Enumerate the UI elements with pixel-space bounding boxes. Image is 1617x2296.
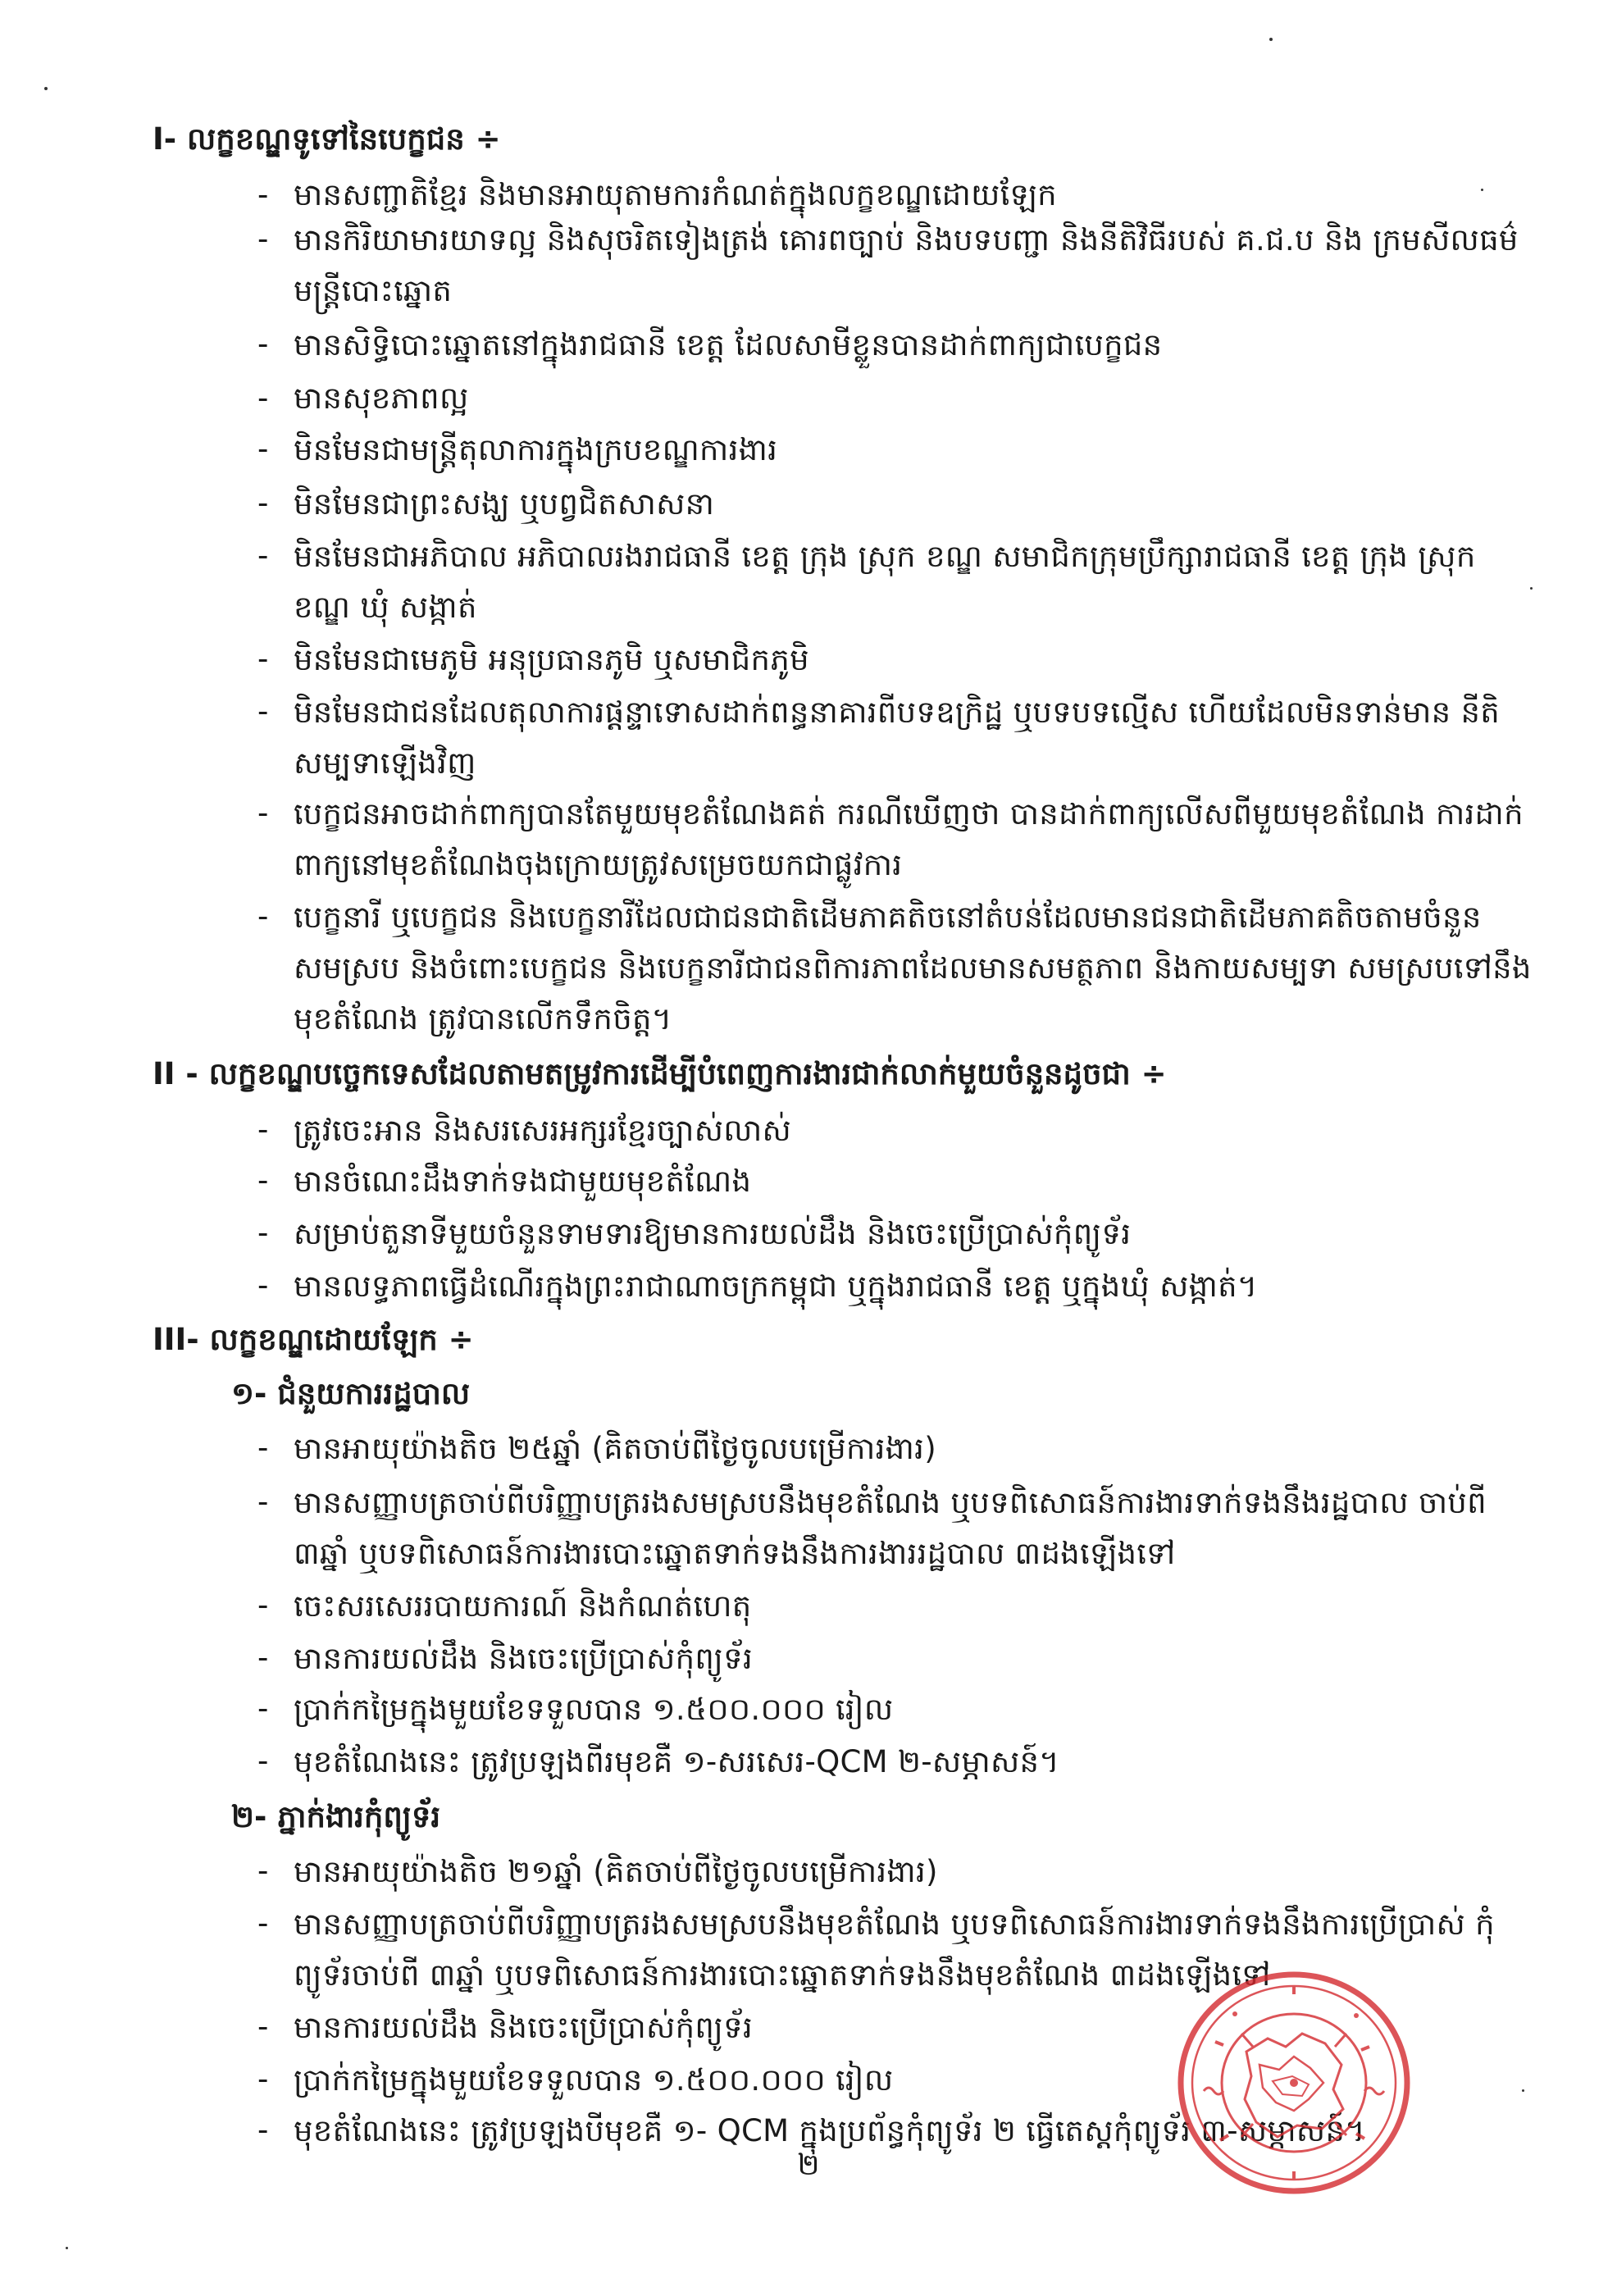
- section-2-item-1: ត្រូវចេះអាន និងសរសេរអក្សរខ្មែរច្បាស់លាស់: [294, 1113, 792, 1148]
- bullet-dash: -: [257, 1163, 269, 1198]
- scan-speck: [1522, 2089, 1524, 2092]
- subsection-1-item-5: ប្រាក់កម្រៃក្នុងមួយខែទទួលបាន ១.៥០០.០០០ រៀល: [294, 1692, 894, 1727]
- bullet-dash: -: [257, 899, 269, 934]
- subsection-1-item-2: មានសញ្ញាបត្រចាប់ពីបរិញ្ញាបត្ររងសមស្របនឹងមុខតំណែង ឬបទពិសោធន៍ការងារទាក់ទងនឹងរដ្ឋបាល ចាប់ពី ៣ឆ្នាំ ឬបទពិសោធន៍ការងារបោះឆ្នោតទាក់ទងនឹងការងាររដ្ឋបាល ៣ដងឡើងទៅ: [294, 1485, 1487, 1571]
- bullet-dash: -: [257, 1906, 269, 1941]
- bullet-dash: -: [257, 641, 269, 676]
- subsection-1-item-6: មុខតំណែងនេះ ត្រូវប្រឡងពីរមុខគឺ ១-សរសេរ-QCM ២-សម្ភាសន៍។: [294, 1744, 1059, 1779]
- bullet-dash: -: [257, 1853, 269, 1888]
- scan-speck: [1269, 38, 1273, 41]
- bullet-dash: -: [257, 1588, 269, 1623]
- scan-speck: [1530, 587, 1533, 590]
- bullet-dash: -: [257, 1215, 269, 1250]
- subsection-2-heading: ២- ភ្នាក់ងារកុំព្យូទ័រ: [231, 1799, 441, 1834]
- bullet-dash: -: [257, 694, 269, 729]
- section-1-item-5: មិនមែនជាមន្ត្រីតុលាការក្នុងក្របខណ្ឌការងារ: [294, 432, 778, 467]
- bullet-dash: -: [257, 221, 269, 257]
- bullet-dash: -: [257, 1112, 269, 1147]
- bullet-dash: -: [257, 1691, 269, 1726]
- section-1-item-2: មានកិរិយាមារយាទល្អ និងសុចរិតទៀងត្រង់ គោរពច្បាប់ និងបទបញ្ជា និងនីតិវិធីរបស់ គ.ជ.ប និង ក្រមសីលធម៌មន្ត្រីបោះឆ្នោត: [294, 222, 1519, 308]
- bullet-dash: -: [257, 177, 269, 212]
- section-1-item-1: មានសញ្ជាតិខ្មែរ និងមានអាយុតាមការកំណត់ក្នុងលក្ខខណ្ឌដោយឡែក: [294, 177, 1057, 212]
- scan-speck: [44, 87, 48, 90]
- section-1-item-3: មានសិទ្ធិបោះឆ្នោតនៅក្នុងរាជធានី ខេត្ត ដែលសាមីខ្លួនបានដាក់ពាក្យជាបេក្ខជន: [294, 327, 1163, 362]
- section-2-heading: II - លក្ខខណ្ឌបច្ចេកទេសដែលតាមតម្រូវការដើម្បីបំពេញការងារជាក់លាក់មួយចំនួនដូចជា ÷: [153, 1056, 1167, 1091]
- section-1-item-7: មិនមែនជាអភិបាល អភិបាលរងរាជធានី ខេត្ត ក្រុង ស្រុក ខណ្ឌ សមាជិកក្រុមប្រឹក្សារាជធានី ខេត្ត ក្រុង ស្រុក ខណ្ឌ ឃុំ សង្កាត់: [294, 539, 1476, 625]
- section-1-item-11: បេក្ខនារី ឬបេក្ខជន និងបេក្ខនារីដែលជាជនជាតិដើមភាគតិចនៅតំបន់ដែលមានជនជាតិដើមភាគតិចតាមចំនួន សមស្រប និងចំពោះបេក្ខជន និងបេក្ខនារីជាជនពិការភាពដែលមានសមត្ថភាព និងកាយសម្បទា សមស្របទៅនឹងមុខតំណែង ត្រូវបានលើកទឹកចិត្ត។: [294, 900, 1532, 1036]
- section-2-item-4: មានលទ្ធភាពធ្វើដំណើរក្នុងព្រះរាជាណាចក្រកម្ពុជា ឬក្នុងរាជធានី ខេត្ត ឬក្នុងឃុំ សង្កាត់។: [294, 1269, 1258, 1304]
- bullet-dash: -: [257, 1743, 269, 1779]
- bullet-dash: -: [257, 795, 269, 831]
- subsection-2-item-1: មានអាយុយ៉ាងតិច ២១ឆ្នាំ (គិតចាប់ពីថ្ងៃចូលបម្រើការងារ): [294, 1854, 938, 1889]
- section-1-item-8: មិនមែនជាមេភូមិ អនុប្រធានភូមិ ឬសមាជិកភូមិ: [294, 642, 809, 677]
- subsection-2-item-3: មានការយល់ដឹង និងចេះប្រើប្រាស់កុំព្យូទ័រ: [294, 2010, 753, 2045]
- section-1-item-6: មិនមែនជាព្រះសង្ឃ ឬបព្វជិតសាសនា: [294, 486, 715, 522]
- bullet-dash: -: [257, 2112, 269, 2148]
- subsection-1-item-4: មានការយល់ដឹង និងចេះប្រើប្រាស់កុំព្យូទ័រ: [294, 1641, 753, 1676]
- scan-speck: [1481, 189, 1483, 191]
- subsection-1-item-1: មានអាយុយ៉ាងតិច ២៥ឆ្នាំ (គិតចាប់ពីថ្ងៃចូលបម្រើការងារ): [294, 1431, 936, 1466]
- bullet-dash: -: [257, 1430, 269, 1465]
- bullet-dash: -: [257, 326, 269, 362]
- section-1-item-10: បេក្ខជនអាចដាក់ពាក្យបានតែមួយមុខតំណែងគត់ ករណីឃើញថា បានដាក់ពាក្យលើសពីមួយមុខតំណែង ការដាក់ពាក្យនៅមុខតំណែងចុងក្រោយត្រូវសម្រេចយកជាផ្លូវការ: [294, 796, 1524, 882]
- subsection-2-item-5: មុខតំណែងនេះ ត្រូវប្រឡងបីមុខគឺ ១- QCM ក្នុងប្រព័ន្ធកុំព្យូទ័រ ២ ធ្វើតេស្តកុំព្យូទ័រ ៣-សម្ភាសន៍។: [294, 2113, 1365, 2148]
- page-number: ២: [797, 2148, 820, 2182]
- bullet-dash: -: [257, 2061, 269, 2097]
- subsection-1-item-3: ចេះសរសេររបាយការណ៍ និងកំណត់ហេតុ: [294, 1588, 752, 1624]
- subsection-1-heading: ១- ជំនួយការរដ្ឋបាល: [231, 1376, 471, 1411]
- section-2-item-2: មានចំណេះដឹងទាក់ទងជាមួយមុខតំណែង: [294, 1164, 752, 1199]
- bullet-dash: -: [257, 538, 269, 573]
- bullet-dash: -: [257, 380, 269, 416]
- section-3-heading: III- លក្ខខណ្ឌដោយឡែក ÷: [153, 1322, 474, 1357]
- bullet-dash: -: [257, 2009, 269, 2044]
- section-1-item-4: មានសុខភាពល្អ: [294, 380, 469, 416]
- section-2-item-3: សម្រាប់តួនាទីមួយចំនួនទាមទារឱ្យមានការយល់ដឹង និងចេះប្រើប្រាស់កុំព្យូទ័រ: [294, 1216, 1132, 1251]
- scan-speck: [66, 2247, 68, 2249]
- bullet-dash: -: [257, 1268, 269, 1303]
- section-1-item-9: មិនមែនជាជនដែលតុលាការផ្តន្ទាទោសដាក់ពន្ធនាគារពីបទឧក្រិដ្ឋ ឬបទបទល្មើស ហើយដែលមិនទាន់មាន នីតិសម្បទាឡើងវិញ: [294, 695, 1501, 781]
- section-1-heading: I- លក្ខខណ្ឌទូទៅនៃបេក្ខជន ÷: [153, 121, 501, 157]
- subsection-2-item-2: មានសញ្ញាបត្រចាប់ពីបរិញ្ញាបត្ររងសមស្របនឹងមុខតំណែង ឬបទពិសោធន៍ការងារទាក់ទងនឹងការប្រើប្រាស់ កុំព្យូទ័រចាប់ពី ៣ឆ្នាំ ឬបទពិសោធន៍ការងារបោះឆ្នោតទាក់ទងនឹងមុខតំណែង ៣ដងឡើងទៅ: [294, 1906, 1495, 1993]
- bullet-dash: -: [257, 1484, 269, 1519]
- subsection-2-item-4: ប្រាក់កម្រៃក្នុងមួយខែទទួលបាន ១.៥០០.០០០ រៀល: [294, 2062, 894, 2098]
- bullet-dash: -: [257, 485, 269, 521]
- bullet-dash: -: [257, 431, 269, 467]
- bullet-dash: -: [257, 1640, 269, 1675]
